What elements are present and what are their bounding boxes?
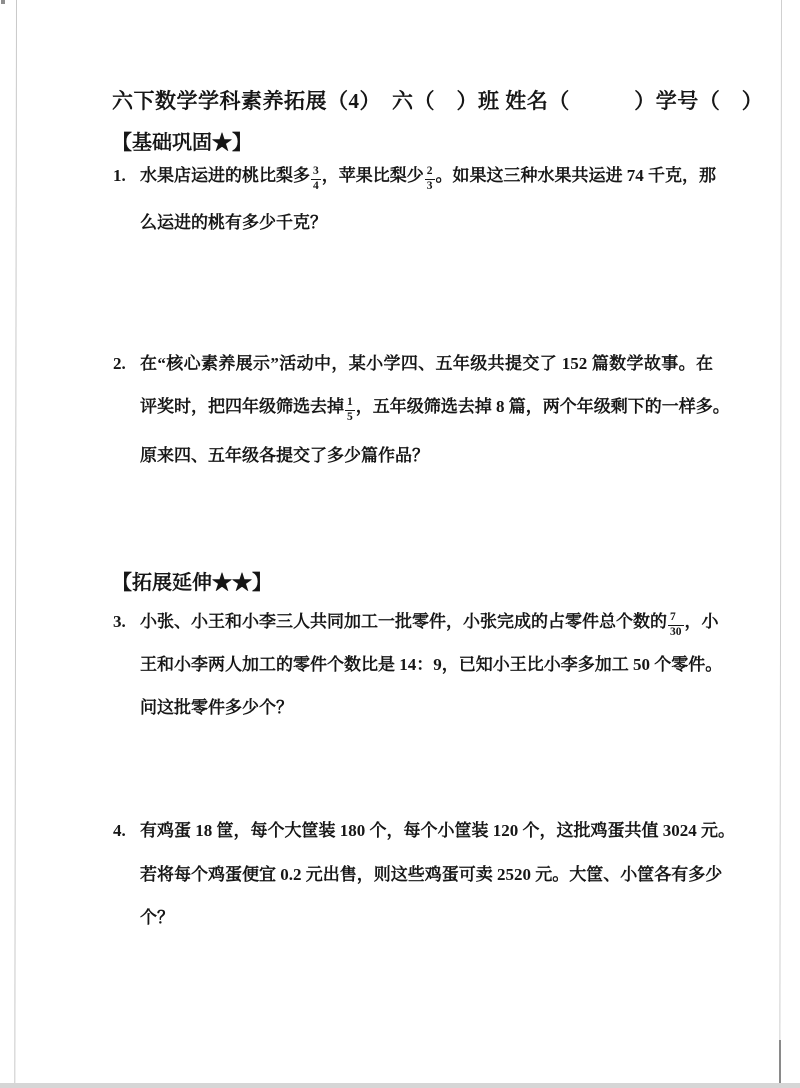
question-text-line xyxy=(140,443,713,469)
fraction xyxy=(311,166,321,192)
text-segment: 水果店运进的桃比梨多 xyxy=(140,166,310,185)
question-text-line xyxy=(140,394,730,423)
fraction-denominator: 3 xyxy=(426,179,433,192)
fraction-numerator: 2 xyxy=(425,166,435,180)
question-number: 3. xyxy=(113,612,126,631)
text-segment: 问这批零件多少个？ xyxy=(140,698,293,717)
worksheet-title: 六下数学学科素养拓展（4） 六（ ）班 姓名（ ）学号（ ） xyxy=(112,89,764,113)
section-heading-extension: 【拓展延伸★★】 xyxy=(112,572,272,594)
text-segment: 若将每个鸡蛋便宜 0.2 元出售，则这些鸡蛋可卖 2520 元。大筐、小筐各有多少 xyxy=(140,865,723,884)
fraction-denominator: 30 xyxy=(670,625,682,638)
question-number: 4. xyxy=(113,821,126,840)
question-text-line xyxy=(140,210,713,236)
question-text-line xyxy=(140,862,723,888)
text-segment: 么运进的桃有多少千克？ xyxy=(140,213,327,232)
text-segment: 。如果这三种水果共运进 74 千克，那 xyxy=(435,166,716,185)
scan-speck xyxy=(1,0,5,4)
text-segment: 评奖时，把四年级筛选去掉 xyxy=(140,397,344,416)
fraction xyxy=(425,166,435,192)
fraction xyxy=(345,397,355,423)
page-edge-right xyxy=(779,0,782,1083)
question-text-line xyxy=(140,351,713,377)
question-text-line xyxy=(140,652,723,678)
fraction-numerator: 3 xyxy=(311,166,321,180)
text-segment: 有鸡蛋 18 筐，每个大筐装 180 个，每个小筐装 120 个，这批鸡蛋共值 3024 元。 xyxy=(140,821,735,840)
question-text-line xyxy=(140,905,713,931)
fraction-denominator: 5 xyxy=(347,410,353,423)
fraction-denominator: 4 xyxy=(313,179,319,192)
question-text-line xyxy=(140,695,713,721)
page-edge-right-dark-segment xyxy=(779,1040,781,1083)
question-number: 2. xyxy=(113,354,126,373)
text-segment: 小张、小王和小李三人共同加工一批零件，小张完成的占零件总个数的 xyxy=(140,612,667,631)
question-text-line xyxy=(140,818,735,844)
question-text-line xyxy=(140,609,719,638)
text-segment: ，小 xyxy=(684,612,719,631)
section-heading-basic: 【基础巩固★】 xyxy=(112,132,252,154)
fraction xyxy=(668,612,684,638)
text-segment: 原来四、五年级各提交了多少篇作品？ xyxy=(140,446,429,465)
text-segment: ，苹果比梨少 xyxy=(321,166,424,185)
question-number: 1. xyxy=(113,166,126,185)
page-edge-bottom xyxy=(0,1083,800,1088)
page-edge-left xyxy=(14,0,17,1083)
question-text-line xyxy=(140,163,716,192)
text-segment: 个？ xyxy=(140,908,174,927)
text-segment: 王和小李两人加工的零件个数比是 14：9，已知小王比小李多加工 50 个零件。 xyxy=(140,655,723,674)
text-segment: ，五年级筛选去掉 8 篇，两个年级剩下的一样多。 xyxy=(355,397,730,416)
fraction-numerator: 1 xyxy=(345,397,355,411)
text-segment: 在“核心素养展示”活动中，某小学四、五年级共提交了 152 篇数学故事。在 xyxy=(140,354,713,373)
fraction-numerator: 7 xyxy=(668,612,684,626)
